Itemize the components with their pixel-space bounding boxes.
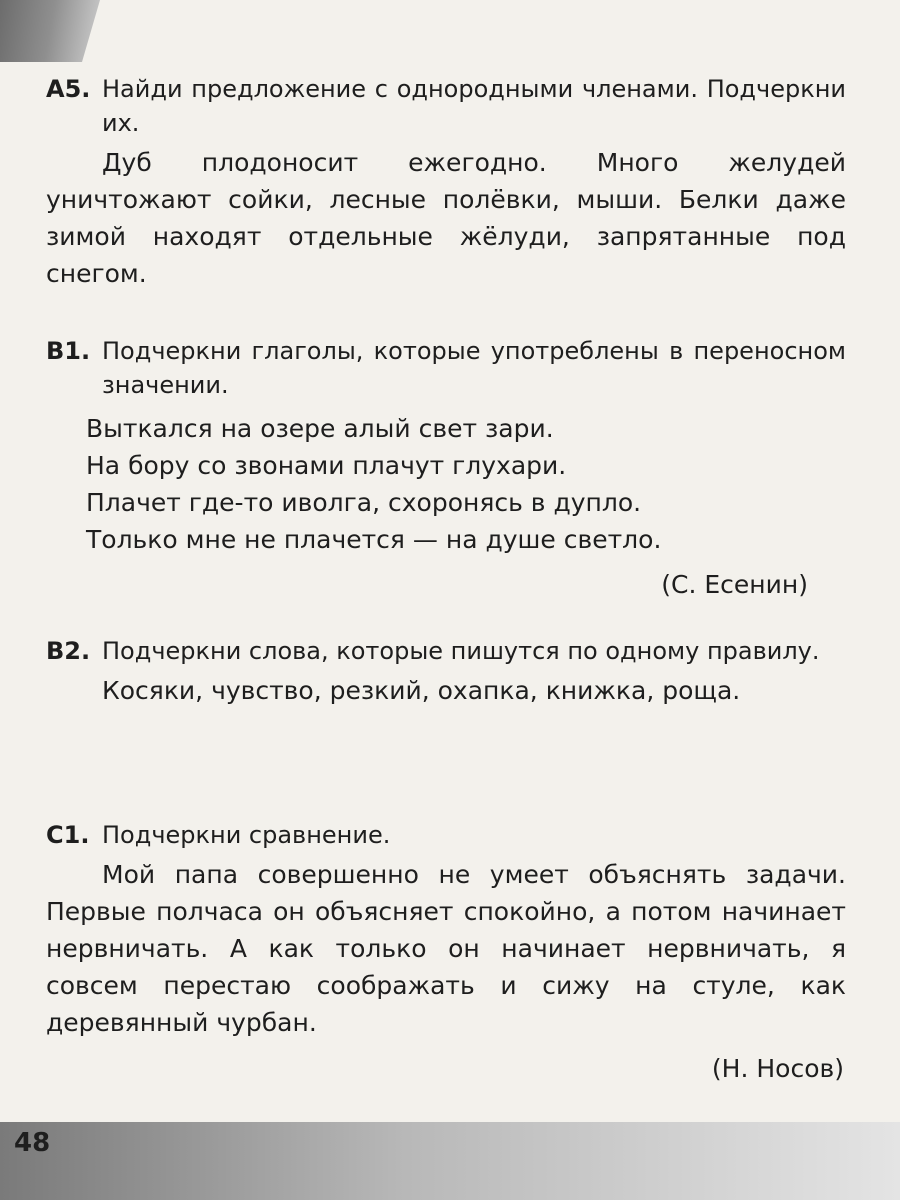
task-b2-instruction: Подчеркни слова, которые пишутся по одному правилу.	[102, 637, 820, 665]
poem-line: Плачет где-то иволга, схоронясь в дупло.	[86, 488, 642, 517]
task-b1-poem	[86, 410, 661, 558]
task-c1-text: Мой папа совершенно не умеет объяснять задачи. Первые полчаса он объясняет спокойно, а потом начинает нервничать. А как только он начинает нервничать, я совсем перестаю соображать и сижу на стуле, как деревянный чурбан.	[46, 860, 846, 1037]
task-c1	[46, 818, 846, 1041]
footer-bar	[0, 1122, 900, 1200]
task-c1-label: С1.	[46, 821, 90, 849]
task-c1-instruction: Подчеркни сравнение.	[102, 821, 391, 849]
task-c1-instruction-block	[46, 818, 846, 852]
task-b2-text: Косяки, чувство, резкий, охапка, книжка, роща.	[102, 676, 741, 705]
task-a5-instruction: Найди предложение с однородными членами. Подчеркни их.	[102, 75, 846, 137]
task-a5	[46, 72, 846, 292]
page-number: 48	[14, 1128, 51, 1158]
task-b1-author: (С. Есенин)	[661, 570, 808, 599]
task-a5-text: Дуб плодоносит ежегодно. Много желудей уничтожают сойки, лесные полёвки, мыши. Белки даже зимой находят отдельные жёлуди, запрятанные под снегом.	[46, 148, 846, 288]
task-b1-label: В1.	[46, 337, 91, 365]
poem-line: Только мне не плачется — на душе светло.	[86, 525, 662, 554]
task-b2-instruction-block	[46, 634, 846, 668]
task-c1-text-block	[46, 856, 846, 1041]
task-a5-label: А5.	[46, 75, 91, 103]
task-b2-text-block	[46, 672, 846, 709]
task-c1-author: (Н. Носов)	[711, 1054, 844, 1083]
poem-line: На бору со звонами плачут глухари.	[86, 451, 567, 480]
task-b1-instruction-block	[46, 334, 846, 402]
task-a5-text-block	[46, 144, 846, 292]
task-b2-label: В2.	[46, 637, 91, 665]
corner-decoration	[0, 0, 100, 62]
task-b2	[46, 634, 846, 709]
task-a5-instruction-block	[46, 72, 846, 140]
poem-line: Выткался на озере алый свет зари.	[86, 414, 554, 443]
task-b1-instruction: Подчеркни глаголы, которые употреблены в переносном значении.	[102, 337, 846, 399]
task-b1	[46, 334, 846, 402]
